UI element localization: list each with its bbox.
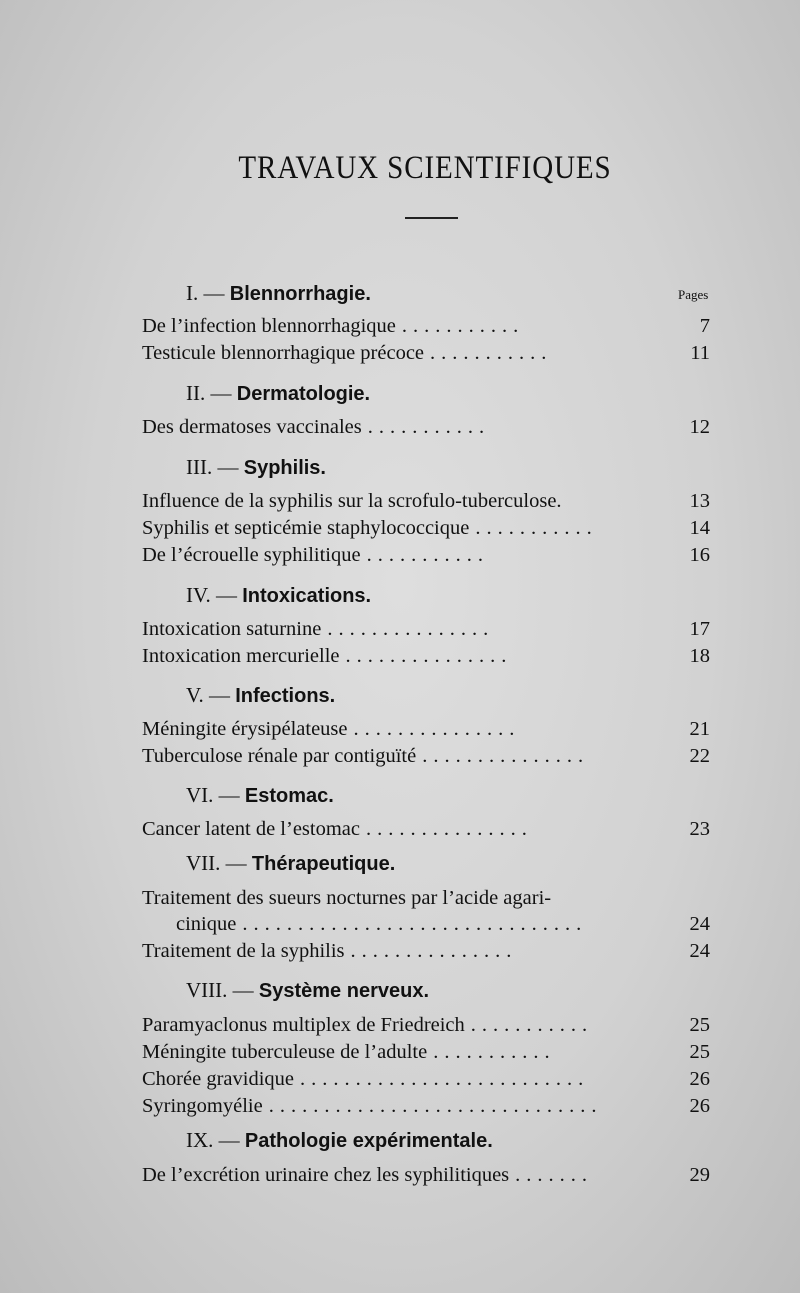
- section-heading: IX. — Pathologie expérimentale.: [186, 1128, 493, 1152]
- section-heading: VI. — Estomac.: [186, 783, 334, 807]
- toc-entry: De l’écrouelle syphilitique ........... 16: [142, 544, 710, 566]
- toc-entry: Chorée gravidique .......................... 26: [142, 1068, 710, 1090]
- section-heading: I. — Blennorrhagie.: [186, 281, 371, 305]
- toc-entry: cinique ............................... 24: [176, 913, 710, 935]
- section-heading: VII. — Thérapeutique.: [186, 851, 396, 875]
- toc-entry: Syringomyélie .............................. 26: [142, 1095, 710, 1117]
- section-heading: II. — Dermatologie.: [186, 381, 371, 405]
- toc-entry: Testicule blennorrhagique précoce ........... 11: [142, 342, 710, 364]
- toc-entry: Méningite érysipélateuse ............... 21: [142, 718, 710, 740]
- section-heading: IV. — Intoxications.: [186, 583, 372, 607]
- toc-entry: Traitement de la syphilis ............... 24: [142, 940, 710, 962]
- toc-entry-line: Traitement des sueurs nocturnes par l’acide agari-: [142, 887, 552, 909]
- toc-entry: Syphilis et septicémie staphylococcique ........... 14: [142, 517, 710, 539]
- toc-entry: Des dermatoses vaccinales ........... 12: [142, 416, 710, 438]
- toc-entry: Cancer latent de l’estomac ............... 23: [142, 818, 710, 840]
- toc-entry: Méningite tuberculeuse de l’adulte ........... 25: [142, 1041, 710, 1063]
- toc-entry: Intoxication saturnine ............... 17: [142, 618, 710, 640]
- section-heading: III. — Syphilis.: [186, 455, 326, 479]
- toc-entry: Influence de la syphilis sur la scrofulo-tuberculose. 13: [142, 490, 710, 512]
- pages-column-label: Pages: [678, 287, 709, 302]
- section-heading: VIII. — Système nerveux.: [186, 978, 430, 1002]
- title-rule: [405, 217, 458, 219]
- toc-entry: De l’excrétion urinaire chez les syphilitiques ....... 29: [142, 1164, 710, 1186]
- page-title: TRAVAUX SCIENTIFIQUES: [238, 150, 612, 186]
- toc-entry: De l’infection blennorrhagique ........... 7: [142, 315, 710, 337]
- toc-entry: Paramyaclonus multiplex de Friedreich ........... 25: [142, 1014, 710, 1036]
- section-heading: V. — Infections.: [186, 683, 336, 707]
- toc-entry: Tuberculose rénale par contiguïté ............... 22: [142, 745, 710, 767]
- toc-entry: Intoxication mercurielle ............... 18: [142, 645, 710, 667]
